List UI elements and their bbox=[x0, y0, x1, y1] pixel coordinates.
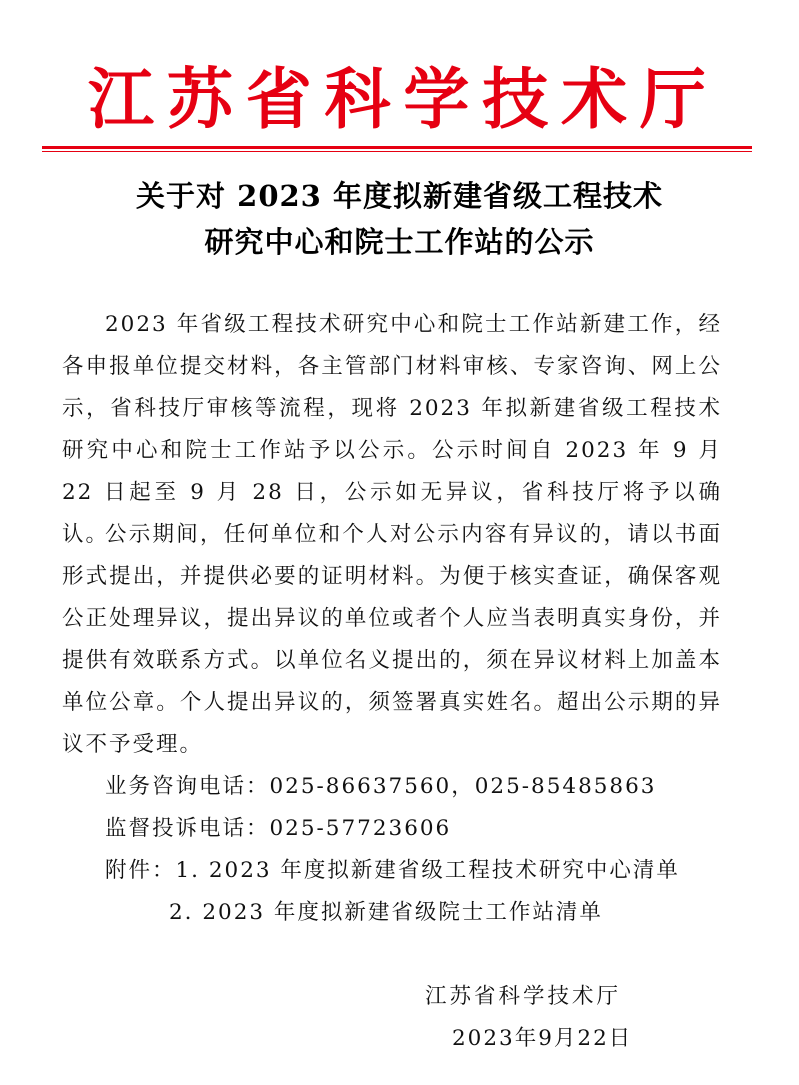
masthead-char: 学 bbox=[403, 61, 470, 138]
masthead-rule-thin bbox=[42, 151, 752, 152]
business-phone-line: 业务咨询电话：025-86637560，025-85485863 bbox=[105, 774, 657, 799]
signature-organization: 江苏省科学技术厅 bbox=[425, 984, 622, 1009]
body-paragraph-1: 2023 年省级工程技术研究中心和院士工作站新建工作，经各申报单位提交材料，各主管部门材料审核、专家咨询、网上公示，省科技厅审核等流程，现将 2023 年拟新建省级工程技术研究中心和院士工作站予以公示。公示时间自 2023 年 9 月 22 日起至 9 月 28 日，公示如无异议，省科技厅将予以确认。 bbox=[62, 312, 722, 547]
masthead-char: 江 bbox=[88, 61, 154, 138]
attachment-item-1: 附件：1. 2023 年度拟新建省级工程技术研究中心清单 bbox=[105, 858, 680, 883]
document-title-line-2: 研究中心和院士工作站的公示 bbox=[204, 225, 595, 259]
masthead-char: 省 bbox=[245, 61, 312, 138]
masthead-char: 苏 bbox=[166, 61, 233, 138]
body-paragraph-2: 公示期间，任何单位和个人对公示内容有异议的，请以书面形式提出，并提供必要的证明材料。为便于核实查证，确保客观公正处理异议，提出异议的单位或者个人应当表明真实身份，并提供有效联系方式。以单位名义提出的，须在异议材料上加盖本单位公章。个人提出异议的，须签署真实姓名。超出公示期的异议不予受理。 bbox=[62, 522, 722, 757]
document-title-line-1: 关于对 2023 年度拟新建省级工程技术 bbox=[136, 179, 663, 213]
attachment-item-2: 2. 2023 年度拟新建省级院士工作站清单 bbox=[169, 900, 603, 925]
signature-date: 2023年9月22日 bbox=[452, 1026, 633, 1051]
masthead-rule-thick bbox=[42, 146, 752, 149]
masthead-char: 科 bbox=[324, 61, 391, 138]
masthead-char: 厅 bbox=[639, 61, 706, 138]
masthead-char: 技 bbox=[482, 61, 549, 138]
supervision-phone-line: 监督投诉电话：025-57723606 bbox=[105, 816, 452, 841]
masthead-char: 术 bbox=[561, 61, 628, 138]
document-masthead bbox=[42, 62, 752, 138]
